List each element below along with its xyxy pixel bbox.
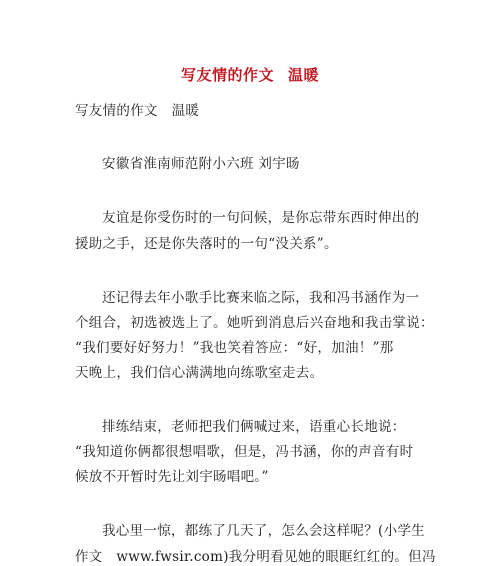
title-accent: 温暖 — [288, 66, 320, 84]
paragraph-3-line-1: 排练结束，老师把我们俩喊过来，语重心长地说： — [102, 419, 406, 435]
paragraph-2-line-3: “我们要好好努力！”我也笑着答应：“好，加油！”那 — [75, 340, 394, 356]
paragraph-1-line-2: 援助之手，还是你失落时的一句“没关系”。 — [75, 236, 338, 252]
paragraph-2-line-4: 天晚上，我们信心满满地向练歌室走去。 — [75, 365, 324, 381]
paragraph-1-line-1: 友谊是你受伤时的一句问候，是你忘带东西时伸出的 — [102, 210, 420, 226]
document-title — [0, 64, 500, 85]
author-line: 安徽省淮南师范附小六班 刘宇旸 — [102, 156, 300, 172]
paragraph-4-line-1: 我心里一惊，都练了几天了，怎么会这样呢？(小学生 — [102, 523, 425, 539]
subtitle-line: 写友情的作文 温暖 — [75, 103, 200, 119]
paragraph-3-line-2: “我知道你俩都很想唱歌，但是，冯书涵，你的声音有时 — [75, 444, 414, 460]
paragraph-3-line-3: 候放不开暂时先让刘宇旸唱吧。” — [75, 469, 269, 485]
paragraph-4-line-2: 作文 www.fwsir.com)我分明看见她的眼眶红红的。但冯 — [75, 549, 436, 565]
paragraph-2-line-1: 还记得去年小歌手比赛来临之际，我和冯书涵作为一 — [102, 290, 420, 306]
title-main: 写友情的作文 — [180, 66, 274, 84]
paragraph-2-line-2: 个组合，初选被选上了。她听到消息后兴奋地和我击掌说： — [75, 315, 434, 331]
